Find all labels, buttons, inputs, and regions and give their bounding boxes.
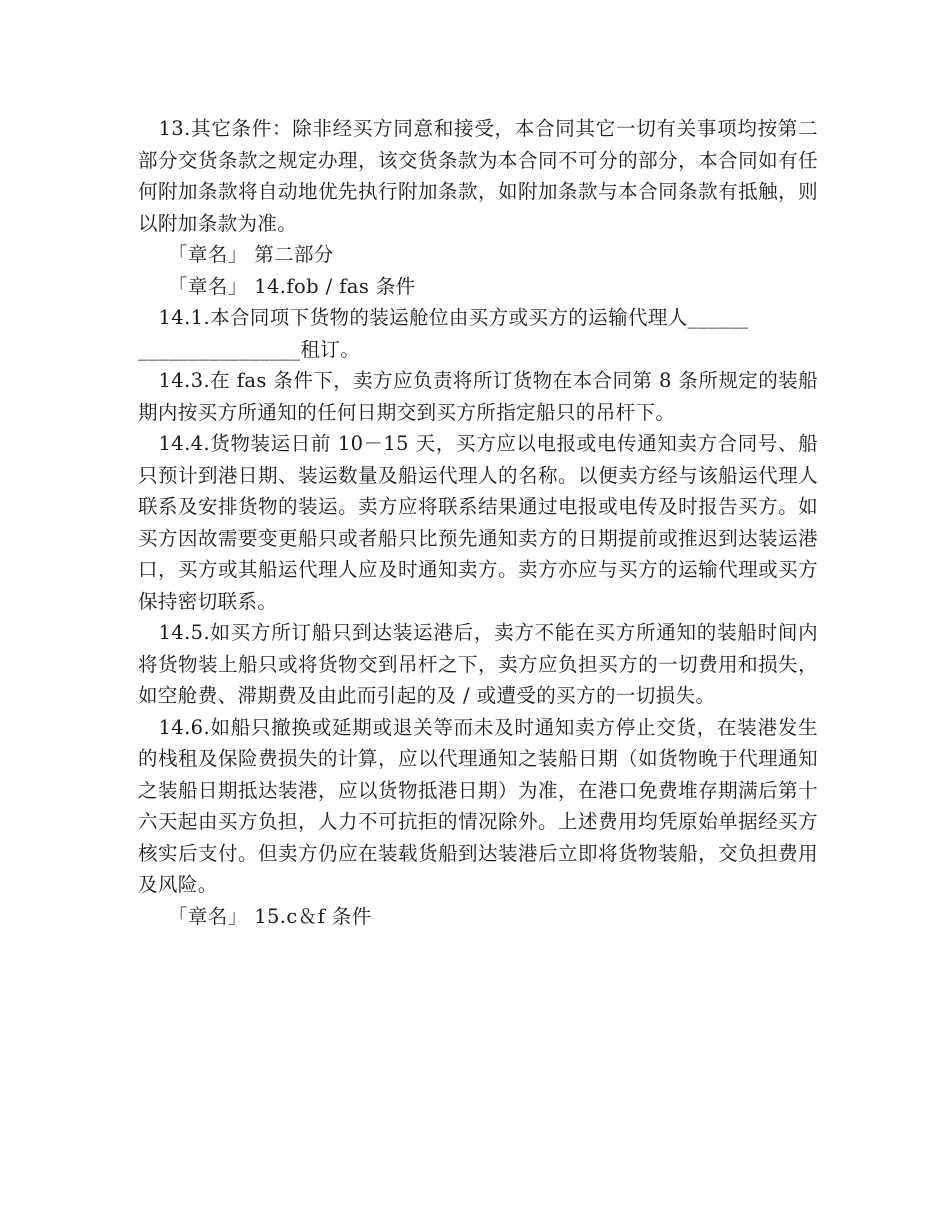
- clause-14-5: 14.5.如买方所订船只到达装运港后，卖方不能在买方所通知的装船时间内将货物装上船只或将货物交到吊杆之下，卖方应负担买方的一切费用和损失，如空舱费、滞期费及由此而引起的及 / 或遭受的买方的一切损失。: [138, 621, 818, 707]
- clause-14-1-line-1: 14.1.本合同项下货物的装运舱位由买方或买方的运输代理人______: [158, 306, 749, 329]
- chapter-heading-part-two: 「章名」 第二部分: [168, 243, 334, 266]
- chapter-heading-15: 「章名」 15.c＆f 条件: [168, 904, 372, 928]
- chapter-heading-14: 「章名」 14.fob / fas 条件: [168, 274, 416, 298]
- document-body: [138, 113, 818, 932]
- clause-14-1-line-2: ________________租订。: [138, 337, 361, 361]
- clause-14-4: 14.4.货物装运日前 10－15 天，买方应以电报或电传通知卖方合同号、船只预计到港日期、装运数量及船运代理人的名称。以便卖方经与该船运代理人联系及安排货物的装运。卖方应将联系结果通过电报或电传及时报告买方。如买方因故需要变更船只或者船只比预先通知卖方的日期提前或推迟到达装运港口，买方或其船运代理人应及时通知卖方。卖方亦应与买方的运输代理或买方保持密切联系。: [138, 432, 818, 613]
- clause-14-3: 14.3.在 fas 条件下，卖方应负责将所订货物在本合同第 8 条所规定的装船期内按买方所通知的任何日期交到买方所指定船只的吊杆下。: [138, 369, 818, 424]
- clause-13: 13.其它条件：除非经买方同意和接受，本合同其它一切有关事项均按第二部分交货条款之规定办理，该交货条款为本合同不可分的部分，本合同如有任何附加条款将自动地优先执行附加条款，如附加条款与本合同条款有抵触，则以附加条款为准。: [138, 117, 818, 235]
- clause-14-6: 14.6.如船只撤换或延期或退关等而未及时通知卖方停止交货，在装港发生的栈租及保险费损失的计算，应以代理通知之装船日期（如货物晚于代理通知之装船日期抵达装港，应以货物抵港日期）为准，在港口免费堆存期满后第十六天起由买方负担，人力不可抗拒的情况除外。上述费用均凭原始单据经买方核实后支付。但卖方仍应在装载货船到达装港后立即将货物装船，交负担费用及风险。: [138, 715, 818, 896]
